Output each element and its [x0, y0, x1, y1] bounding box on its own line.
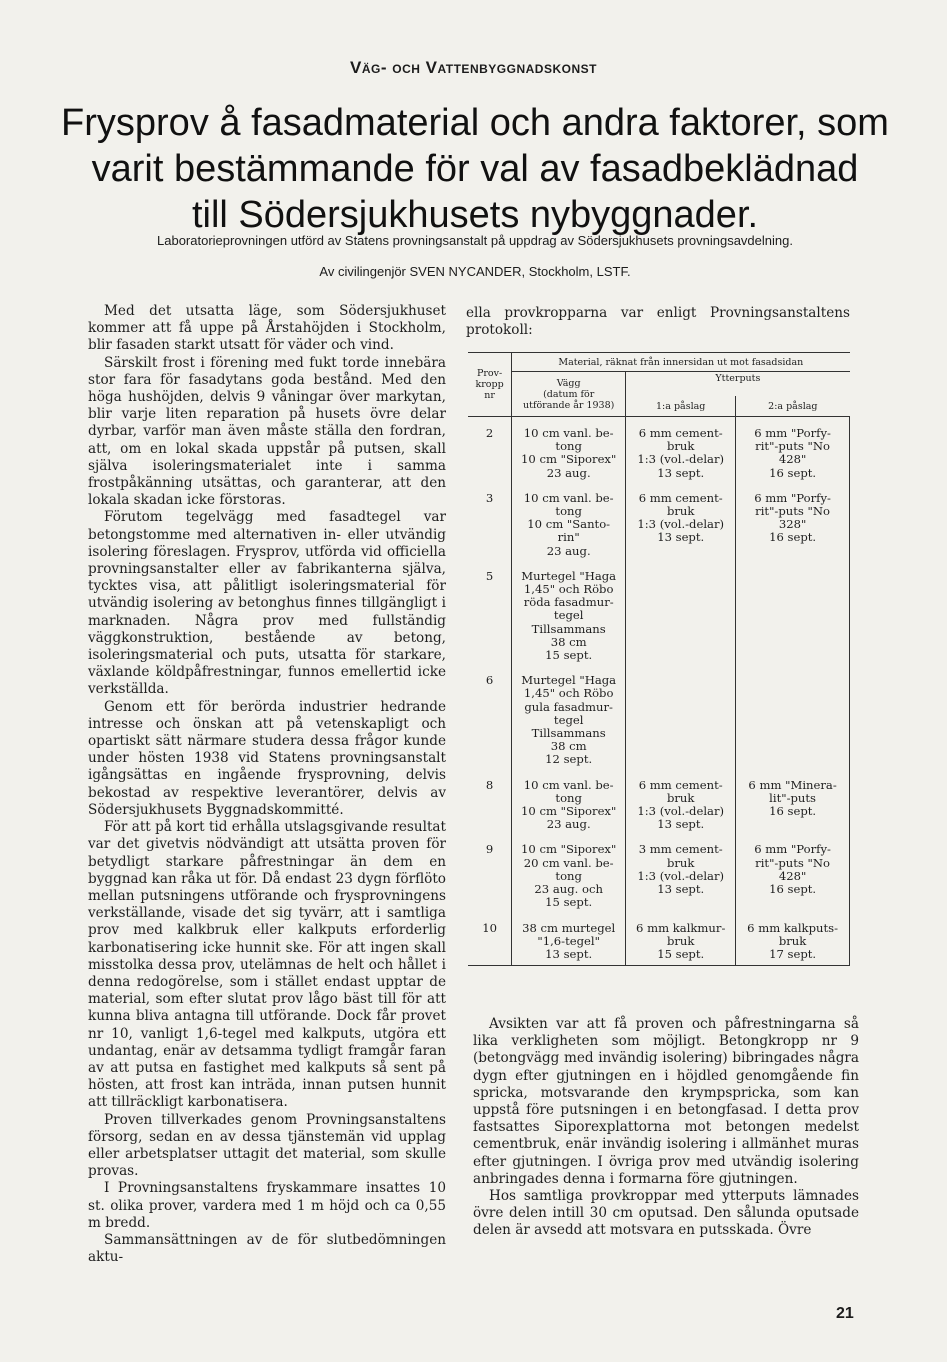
cell-vagg: 10 cm vanl. be- tong 10 cm "Santo- rin" 23 aug. [523, 490, 614, 558]
paragraph: Sammansättningen av de för slutbedömningen aktu- [88, 1231, 446, 1266]
title-line: Frysprov å fasadmaterial och andra faktorer, som [61, 102, 889, 144]
table-row [468, 570, 850, 674]
cell-paslag-2: 6 mm kalkputs- bruk 17 sept. [747, 920, 838, 961]
column-header-paslag-1: 1:a påslag [626, 396, 736, 417]
specimen-table [468, 352, 850, 966]
column-header-material: Material, räknat från innersidan ut mot fasadsidan [512, 353, 850, 372]
title-line: till Södersjukhusets nybyggnader. [191, 194, 759, 236]
cell-nr: 5 [485, 568, 494, 583]
paragraph: Med det utsatta läge, som Södersjukhuset kommer att få uppe på Årstahöjden i Stockholm, blir fasaden starkt utsatt för väder och vind. [88, 303, 446, 354]
journal-header: Väg- och Vattenbyggnadskonst [350, 58, 597, 77]
paragraph: ella provkropparna var enligt Provningsanstaltens protokoll: [466, 305, 850, 339]
right-column-body [473, 1016, 859, 1240]
cell-nr: 3 [485, 490, 494, 505]
column-header-ytterputs: Ytterputs [626, 372, 850, 397]
paragraph: Särskilt frost i förening med fukt torde innebära stor fara för fasadytans goda bestånd. Med den höga hushöjden, delvis 9 våningar över markytan, blir varje liten reparation på husets övre delar dyrbar, varför man även måste ställa den fordran, att, om en lokal skada uppstår på putsen, skall själva isoleringsmaterialet inte i samma frostpåkänning utsättas, och garanterar, att den lokala skadan icke förstoras. [88, 354, 446, 509]
table-row [468, 779, 850, 844]
cell-vagg: 38 cm murtegel "1,6-tegel" 13 sept. [522, 920, 616, 961]
cell-vagg: 10 cm vanl. be- tong 10 cm "Siporex" 23 aug. [521, 777, 617, 832]
cell-paslag-1: 3 mm cement- bruk 1:3 (vol.-delar) 13 sept. [637, 842, 725, 897]
column-header-paslag-2: 2:a påslag [736, 396, 850, 417]
cell-vagg: 10 cm "Siporex" 20 cm vanl. be- tong 23 aug. och 15 sept. [521, 842, 617, 910]
cell-paslag-2: 6 mm "Porfy- rit"-puts "No 428" 16 sept. [754, 842, 831, 897]
table-row [468, 922, 850, 966]
cell-paslag-2: 6 mm "Porfy- rit"-puts "No 428" 16 sept. [754, 426, 831, 480]
page-number: 21 [836, 1305, 854, 1322]
cell-nr: 9 [485, 842, 494, 857]
cell-vagg: Murtegel "Haga 1,45" och Röbo röda fasadmur- tegel Tillsammans 38 cm 15 sept. [521, 568, 617, 663]
cell-nr: 6 [485, 673, 494, 688]
cell-nr: 8 [485, 777, 494, 792]
paragraph: Proven tillverkades genom Provningsanstaltens försorg, sedan en av dessa tjänstemän vid upplag eller arbetsplatser uttagit det material, som skulle provas. [88, 1111, 446, 1180]
paragraph: Genom ett för berörda industrier hedrande intresse och önskan att på vetenskapligt och opartiskt sätt närmare studera dessa frågor kunde under hösten 1938 vid Statens provningsanstalt igångsättas en ingående frysprovning, delvis bekostad av respektive leverantörer, delvis av Södersjukhusets Byggnadskommitté. [88, 698, 446, 818]
cell-vagg: Murtegel "Haga 1,45" och Röbo gula fasadmur- tegel Tillsammans 38 cm 12 sept. [521, 673, 617, 767]
paragraph: Hos samtliga provkroppar med ytterputs lämnades övre delen intill 30 cm oputsad. Den sålunda oputsade delen är avsedd att motsvara en putsskada. Övre [473, 1188, 859, 1239]
cell-paslag-1: 6 mm cement- bruk 1:3 (vol.-delar) 13 sept. [637, 777, 725, 832]
table-row [468, 843, 850, 921]
column-header-kropp: Prov- kropp nr [468, 353, 512, 417]
right-column-intro [466, 305, 850, 339]
cell-nr: 2 [485, 426, 494, 440]
table-row [468, 674, 850, 778]
cell-vagg: 10 cm vanl. be- tong 10 cm "Siporex" 23 aug. [521, 426, 617, 480]
paragraph: Avsikten var att få proven och påfrestningarna så lika verkligheten som möjligt. Betongkropp nr 9 (betongvägg med invändig isolering) bibringades några dygn efter gjutningen en i höjdled genomgående fin spricka, motsvarande den krympspricka, som kan uppstå före putsningen i en betongfasad. I detta prov fastsattes Siporexplattorna mot betongen medelst cementbruk, enär invändig isolering i allmänhet muras efter gjutningen. I övriga prov med utvändig isolering anbringades denna i formarna före gjutningen. [473, 1016, 859, 1187]
paragraph: I Provningsanstaltens fryskammare insattes 10 st. olika prover, vardera med 1 m höjd och ca 0,55 m bredd. [88, 1180, 446, 1231]
left-column [88, 303, 446, 1266]
table-row [468, 492, 850, 570]
cell-paslag-2: 6 mm "Minera- lit"-puts 16 sept. [748, 777, 837, 819]
table-row [468, 427, 850, 492]
title-line: varit bestämmande för val av fasadbeklädnad [91, 148, 859, 190]
author-byline: Av civilingenjör SVEN NYCANDER, Stockholm, LSTF. [319, 264, 631, 279]
cell-nr: 10 [468, 922, 512, 966]
column-header-vagg: Vägg (datum för utförande år 1938) [512, 372, 626, 417]
paragraph: Förutom tegelvägg med fasadtegel var betongstomme med alternativen in- eller utvändig isolering föreslagen. Frysprov, utförda vid officiella provningsanstalter eller av fabrikanterna själva, tycktes visa, att pålitligt isoleringsmaterial för utvändig isolering av betonghus finnes tillgängligt i marknaden. Några prov med fullständig väggkonstruktion, bestående av betong, isoleringsmaterial och puts, utsatta för starkare, växlande köldpåfrestningar, funnos emellertid icke verkställda. [88, 509, 446, 698]
cell-paslag-1: 6 mm cement- bruk 1:3 (vol.-delar) 13 sept. [637, 426, 725, 480]
cell-paslag-1: 6 mm cement- bruk 1:3 (vol.-delar) 13 sept. [637, 490, 725, 545]
article-subtitle: Laboratorieprovningen utförd av Statens provningsanstalt på uppdrag av Södersjukhusets provningsavdelning. [157, 233, 793, 248]
paragraph: För att på kort tid erhålla utslagsgivande resultat var det givetvis nödvändigt att utsätta proven för betydligt starkare påfrestningar än dem en byggnad kan råka ut för. Då endast 23 dygn förflöto mellan putsningens utförande och frysprovningens verkställande, visade det sig tyvärr, att i samtliga prov med kalkbruk eller kalkputs erforderlig karbonatisering icke hunnit ske. För att ingen skall misstolka dessa prov, utelämnas de helt och hållet i denna redogörelse, som i stället endast upptar de material, som efter slutat prov lågo bäst till för att kunna bliva antagna till utförande. Dock får provet nr 10, vanligt 1,6-tegel med kalkputs, utgöra ett undantag, enär av detsamma tydligt framgår faran av att putsa en fastighet med kalkputs så sent på hösten, att frost kan inträda, innan putsen hunnit att tillräckligt karbonatisera. [88, 819, 446, 1111]
cell-paslag-1: 6 mm kalkmur- bruk 15 sept. [636, 920, 726, 961]
article-title [40, 100, 910, 238]
cell-paslag-2: 6 mm "Porfy- rit"-puts "No 328" 16 sept. [754, 490, 831, 545]
